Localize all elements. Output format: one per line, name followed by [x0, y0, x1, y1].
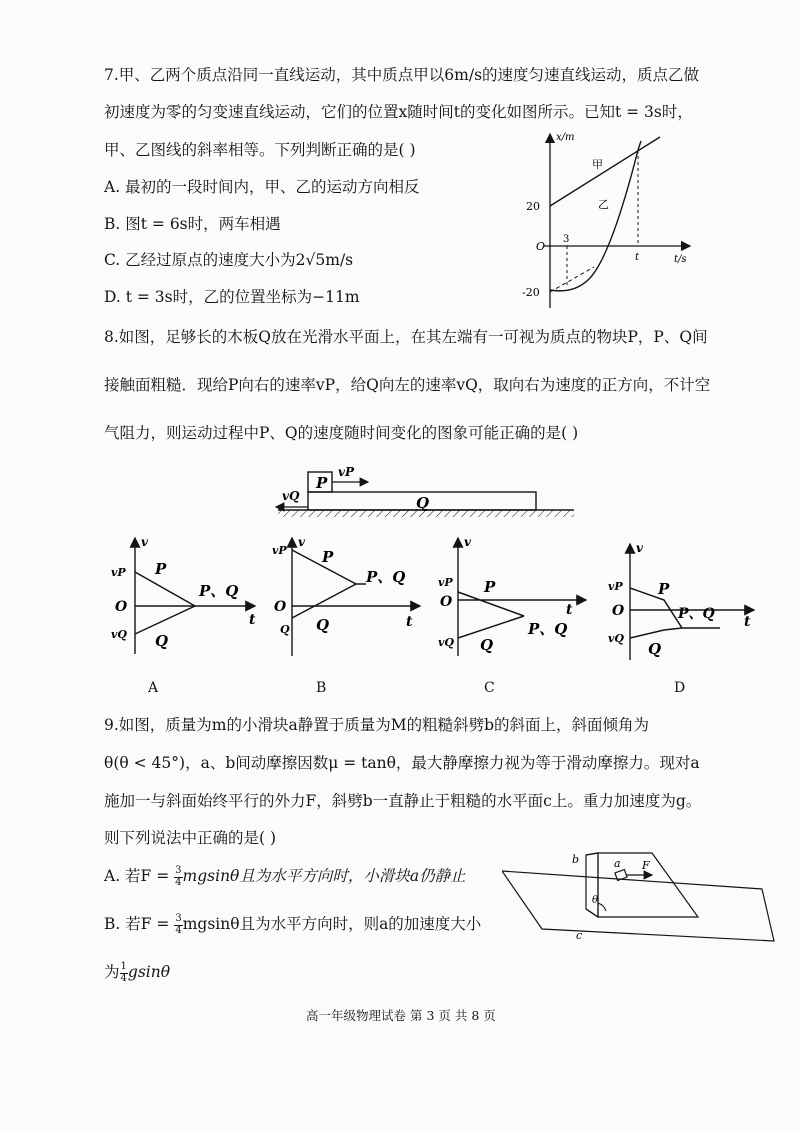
q9-wedge-figure — [502, 845, 782, 945]
q8-graph-c — [436, 534, 596, 659]
q9-option-b-fraction — [174, 914, 182, 936]
q8a-p-label: P — [155, 560, 167, 578]
q7-y-axis-label: x/m — [556, 132, 575, 143]
q8-label-q: Q — [416, 494, 430, 512]
q9-wedge-top — [586, 853, 598, 855]
q8c-vq-label: vQ — [438, 636, 454, 649]
q7-option-d: D. t = 3s时，乙的位置坐标为−11m — [104, 288, 360, 306]
q9-frac-a-num: 3 — [175, 865, 182, 876]
q9-option-a — [104, 866, 466, 888]
q8d-vq-label: vQ — [608, 632, 624, 645]
q7-option-a: A. 最初的一段时间内，甲、乙的运动方向相反 — [104, 178, 420, 196]
q8a-q-label: Q — [155, 632, 169, 650]
q8c-pq-label: P、Q — [528, 620, 568, 638]
q8b-q-label: Q — [316, 616, 330, 634]
q8a-vq-label: vQ — [111, 628, 127, 641]
q9-label-theta: θ — [592, 895, 599, 906]
q8-option-d-letter: D — [674, 680, 686, 696]
q9-label-c: c — [576, 929, 583, 942]
q8-line2: 接触面粗糙．现给P向右的速率vP，给Q向左的速率vQ，取向右为速度的正方向，不计空 — [104, 376, 711, 394]
q7-label-jia: 甲 — [592, 158, 603, 171]
q8-graph-d — [604, 540, 764, 665]
q8b-pq-label: P、Q — [366, 568, 406, 586]
q8c-t-label: t — [566, 602, 573, 618]
q8c-vp-label: vP — [438, 576, 453, 589]
q7-origin-label: O — [536, 240, 546, 253]
q9-plane-c — [502, 871, 774, 941]
q8d-t-label: t — [744, 614, 751, 630]
q8c-q-label: Q — [480, 636, 494, 654]
q8a-line-q — [135, 606, 195, 634]
q9-frac-b-den: 4 — [175, 924, 182, 936]
q8-label-p: P — [316, 474, 328, 492]
q8d-line-q — [630, 628, 682, 638]
q8b-line-q — [292, 584, 356, 618]
q9-label-f: F — [642, 859, 650, 872]
q8d-pq-label: P、Q — [678, 606, 715, 622]
q8c-v-label: v — [464, 535, 471, 549]
q7-tick-neg20: -20 — [522, 286, 540, 299]
q9-line4: 则下列说法中正确的是( ) — [104, 829, 277, 847]
q9-frac-a-den: 4 — [175, 876, 182, 888]
q9-option-b — [104, 914, 481, 936]
q8-label-vp: vP — [338, 465, 354, 479]
q9-option-b-text: mgsinθ且为水平方向时，则a的加速度大小 — [182, 915, 482, 933]
q8b-origin-label: O — [274, 599, 287, 615]
q7-option-c: C. 乙经过原点的速度大小为2√5m/s — [104, 251, 354, 269]
q8a-v-label: v — [141, 535, 148, 549]
q7-tick-t: t — [635, 252, 640, 263]
q9-label-a: a — [614, 857, 621, 870]
q7-option-b: B. 图t = 6s时，两车相遇 — [104, 215, 281, 233]
q8d-origin-label: O — [612, 603, 625, 619]
page-footer: 高一年级物理试卷 第 3 页 共 8 页 — [306, 1008, 496, 1023]
q9-option-b-cont-prefix: 为 — [104, 963, 120, 981]
q7-position-time-graph — [510, 128, 700, 312]
q8c-line-q — [458, 616, 524, 638]
q8c-p-label: P — [484, 578, 496, 596]
q9-wedge-bottom — [586, 909, 598, 917]
q9-label-b: b — [572, 853, 580, 866]
q7-line-jia — [550, 137, 660, 206]
q7-tick-3: 3 — [563, 234, 570, 245]
q7-tangent-line — [550, 267, 594, 292]
q8b-p-label: P — [322, 548, 334, 566]
q8-graph-a — [105, 534, 265, 659]
q9-frac-b-num: 3 — [175, 913, 182, 924]
q8-label-vq: vQ — [282, 489, 300, 503]
q9-option-a-fraction — [174, 866, 182, 888]
q8d-p-label: P — [658, 580, 670, 598]
q9-line1: 9.如图，质量为m的小滑块a静置于质量为M的粗糙斜劈b的斜面上，斜面倾角为 — [104, 716, 650, 734]
q8b-v-label: v — [298, 535, 305, 549]
q8-line1: 8.如图，足够长的木板Q放在光滑水平面上，在其左端有一可视为质点的物块P，P、Q间 — [104, 328, 708, 346]
q8-option-c-letter: C — [484, 680, 495, 696]
q7-line1: 7.甲、乙两个质点沿同一直线运动，其中质点甲以6m/s的速度匀速直线运动，质点乙做 — [104, 66, 700, 84]
q9-line3: 施加一与斜面始终平行的外力F，斜劈b一直静止于粗糙的水平面c上。重力加速度为g。 — [104, 792, 702, 810]
q8c-origin-label: O — [440, 594, 453, 610]
q9-angle-arc — [598, 903, 606, 911]
q9-option-b-cont-text: gsinθ — [127, 963, 171, 981]
q9-option-b-cont — [104, 962, 170, 984]
q9-line2: θ(θ < 45°)，a、b间动摩擦因数μ = tanθ，最大静摩擦力视为等于滑动摩擦力。现对a — [104, 754, 700, 772]
q9-option-b-cont-fraction — [120, 962, 128, 984]
q7-line3: 甲、乙图线的斜率相等。下列判断正确的是( ) — [104, 141, 416, 159]
q9-block-a — [615, 870, 627, 881]
q7-tick-20: 20 — [526, 200, 540, 213]
q7-line2: 初速度为零的匀变速直线运动，它们的位置x随时间t的变化如图所示。已知t = 3s时， — [104, 103, 693, 121]
q8a-pq-label: P、Q — [199, 582, 239, 600]
q8b-vq-label: Q — [280, 623, 290, 636]
q7-label-yi: 乙 — [598, 198, 609, 211]
q8a-origin-label: O — [115, 599, 128, 615]
q8-graph-b — [270, 534, 430, 659]
q9-wedge-side — [586, 853, 598, 917]
q8b-t-label: t — [406, 614, 413, 630]
q9-option-a-text: mgsinθ且为水平方向时，小滑块a仍静止 — [182, 867, 466, 885]
q7-x-axis-label: t/s — [674, 254, 687, 265]
q9-option-a-prefix: A. 若F = — [104, 867, 175, 885]
q8-option-a-letter: A — [148, 680, 159, 696]
q8b-vp-label: vP — [272, 544, 287, 557]
q9-frac-c-num: 1 — [120, 961, 127, 972]
q8a-vp-label: vP — [111, 566, 126, 579]
q8-option-b-letter: B — [316, 680, 327, 696]
q8-line3: 气阻力，则运动过程中P、Q的速度随时间变化的图象可能正确的是( ) — [104, 424, 579, 442]
q8a-t-label: t — [249, 612, 256, 628]
q8d-vp-label: vP — [608, 580, 623, 593]
q9-option-b-prefix: B. 若F = — [104, 915, 175, 933]
q9-frac-c-den: 4 — [120, 972, 127, 984]
q8d-q-label: Q — [648, 640, 662, 658]
q8-board-setup-figure — [270, 462, 580, 522]
q8d-v-label: v — [636, 541, 643, 555]
